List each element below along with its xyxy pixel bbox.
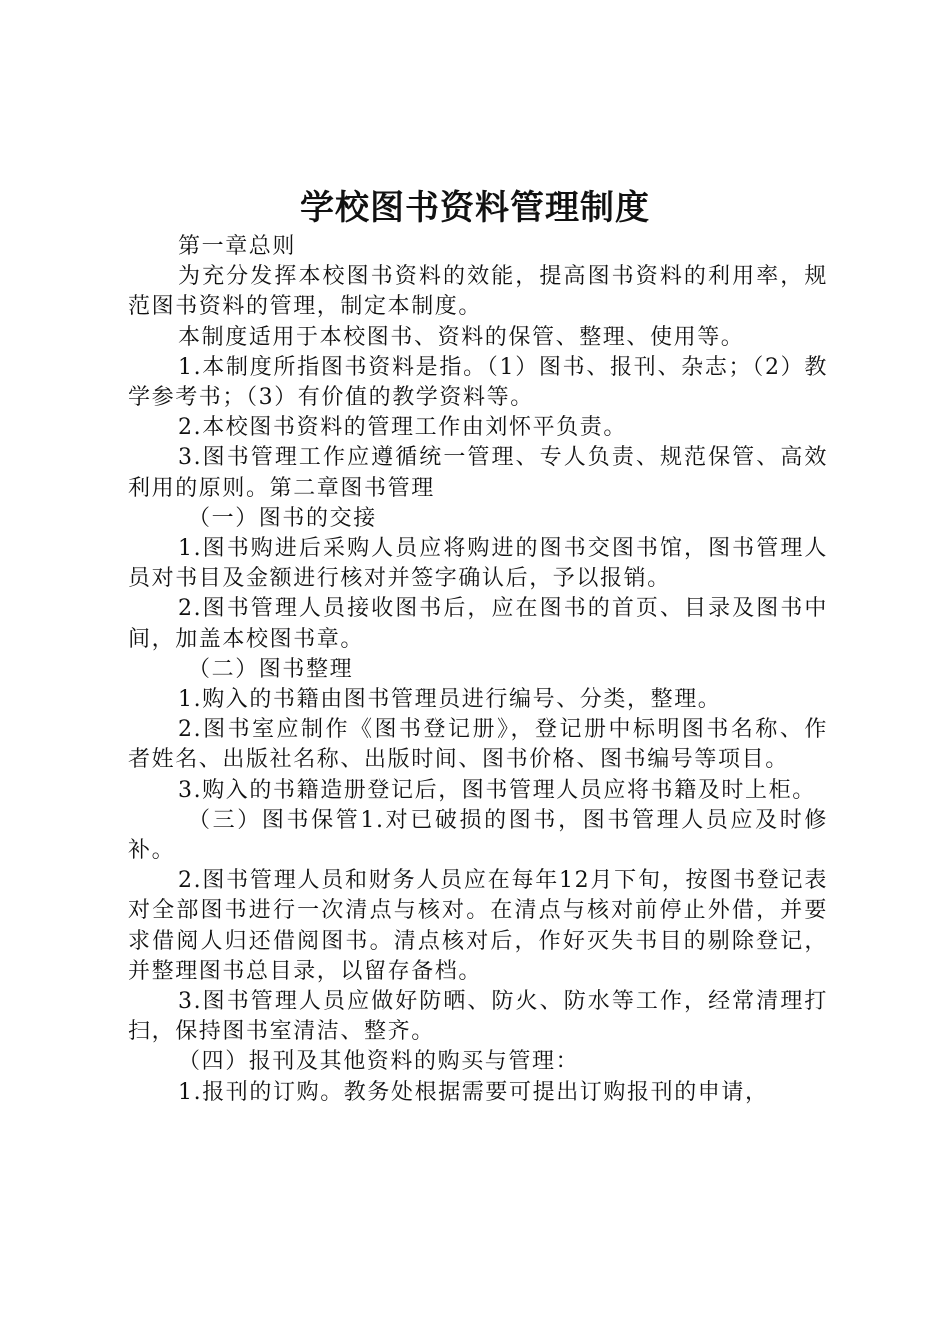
document-title: 学校图书资料管理制度 — [300, 188, 650, 228]
paragraph: 2.图书管理人员接收图书后，应在图书的首页、目录及图书中间，加盖本校图书章。 — [128, 596, 828, 652]
paragraph: 1.报刊的订购。教务处根据需要可提出订购报刊的申请， — [178, 1079, 769, 1105]
section-heading: （四）报刊及其他资料的购买与管理： — [178, 1049, 580, 1075]
section-heading: （三）图书保管1.对已破损的图书，图书管理人员应及时修补。 — [128, 807, 828, 864]
paragraph: 3.图书管理工作应遵循统一管理、专人负责、规范保管、高效利用的原则。第二章图书管理 — [128, 445, 828, 501]
chapter-heading: 第一章总则 — [178, 234, 297, 259]
paragraph: 为充分发挥本校图书资料的效能，提高图书资料的利用率，规范图书资料的管理，制定本制度。 — [128, 264, 828, 320]
paragraph: 1.本制度所指图书资料是指。（1）图书、报刊、杂志；（2）教学参考书；（3）有价值的教学资料等。 — [128, 354, 828, 411]
paragraph: 2.本校图书资料的管理工作由刘怀平负责。 — [178, 415, 627, 441]
section-heading: （一）图书的交接 — [188, 505, 377, 531]
section-heading: （二）图书整理 — [188, 656, 354, 682]
document-body — [128, 232, 828, 1108]
paragraph: 2.图书室应制作《图书登记册》，登记册中标明图书名称、作者姓名、出版社名称、出版时间、图书价格、图书编号等项目。 — [128, 717, 828, 773]
paragraph: 1.图书购进后采购人员应将购进的图书交图书馆，图书管理人员对书目及金额进行核对并签字确认后，予以报销。 — [128, 536, 828, 592]
paragraph: 2.图书管理人员和财务人员应在每年12月下旬，按图书登记表对全部图书进行一次清点与核对。在清点与核对前停止外借，并要求借阅人归还借阅图书。清点核对后，作好灭失书目的剔除登记，并整理图书总目录，以留存备档。 — [128, 868, 828, 984]
paragraph: 1.购入的书籍由图书管理员进行编号、分类，整理。 — [178, 687, 722, 713]
paragraph: 3.购入的书籍造册登记后，图书管理人员应将书籍及时上柜。 — [178, 777, 816, 803]
paragraph: 3.图书管理人员应做好防晒、防火、防水等工作，经常清理打扫，保持图书室清洁、整齐。 — [128, 989, 828, 1045]
paragraph: 本制度适用于本校图书、资料的保管、整理、使用等。 — [178, 324, 745, 350]
